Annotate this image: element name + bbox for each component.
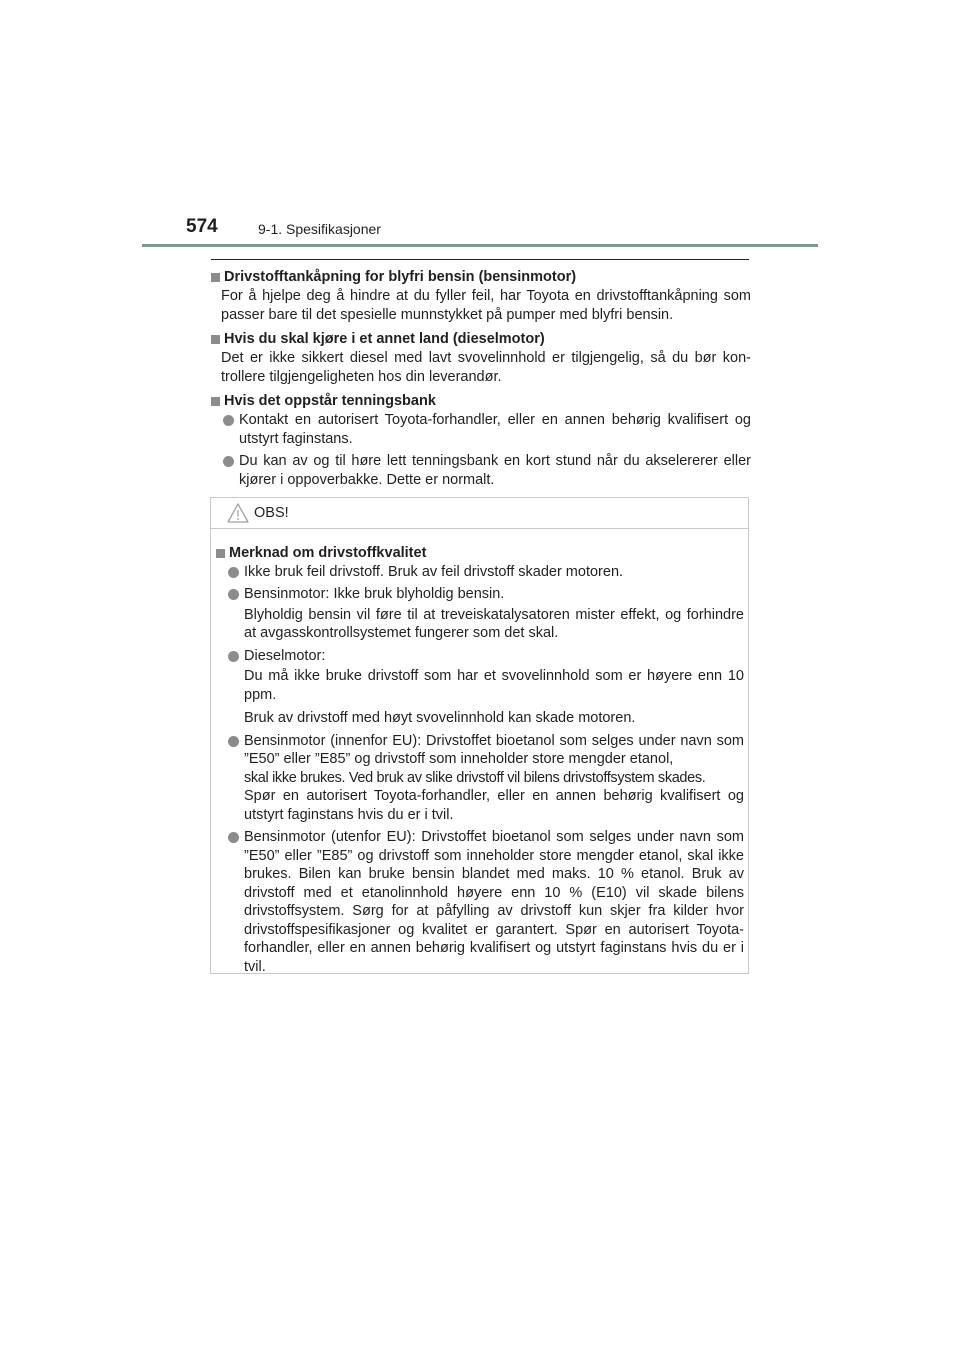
section-heading — [211, 268, 751, 287]
square-bullet-icon — [216, 549, 225, 558]
chapter-title: 9-1. Spesifikasjoner — [258, 221, 381, 237]
list-item — [216, 732, 744, 825]
round-bullet-icon — [223, 456, 234, 467]
list-item-text: Blyholdig bensin vil føre til at treveiskatalysatoren mister effekt, og forhindre at avgasskontrollsystemet fungerer som det skal. — [244, 606, 744, 641]
list-item — [216, 647, 744, 728]
round-bullet-icon — [228, 589, 239, 600]
section-heading — [211, 330, 751, 349]
section-heading-text: Hvis du skal kjøre i et annet land (dieselmotor) — [224, 331, 545, 347]
caution-header — [211, 498, 748, 529]
warning-triangle-icon — [227, 503, 249, 523]
square-bullet-icon — [211, 273, 220, 282]
caution-heading-text: Merknad om drivstoffkvalitet — [229, 545, 427, 561]
list-item-text: Spør en autorisert Toyota-forhandler, eller en annen behørig kvalifisert og utstyrt faginstans hvis du er i tvil. — [244, 788, 744, 823]
list-item-text: Du kan av og til høre lett tenningsbank en kort stund når du akselererer eller kjører i oppoverbakke. Dette er normalt. — [239, 453, 751, 488]
section-divider — [211, 259, 749, 260]
round-bullet-icon — [223, 415, 234, 426]
list-item-text: Ikke bruk feil drivstoff. Bruk av feil drivstoff skader motoren. — [244, 563, 624, 580]
section-heading-text: Hvis det oppstår tenningsbank — [224, 393, 436, 409]
list-item-text: Bensinmotor (utenfor EU): Drivstoffet bioetanol som selges under navn som ”E50” eller ”E85” og drivstoff som inneholder store mengder etanol, skal ikke brukes. Bilen kan bruke bensin blandet med maks. 10 % etanol. Bruk av drivstoff med et etanolinnhold høyere enn 10 % (E10) vil skade bilens drivstoffsystem. Sørg for at påfylling av drivstoff kun skjer fra kilder hvor drivstoffspesifikasjoner og kvalitet er garantert. Spør en autorisert Toyota-forhandler, eller en annen behørig kvalifisert og utstyrt faginstans hvis du er i tvil. — [244, 829, 744, 975]
square-bullet-icon — [211, 335, 220, 344]
list-item-text: Du må ikke bruke drivstoff som har et svovelinnhold som er høyere enn 10 ppm. — [244, 668, 744, 703]
caution-title: OBS! — [254, 505, 289, 521]
list-item — [211, 452, 751, 490]
round-bullet-icon — [228, 567, 239, 578]
section-heading-text: Drivstofftankåpning for blyfri bensin (bensinmotor) — [224, 269, 577, 285]
header-divider — [142, 244, 818, 247]
list-item-text: skal ikke brukes. Ved bruk av slike drivstoff vil bilens drivstoffsystem skades. — [244, 769, 706, 786]
list-item — [216, 563, 744, 582]
list-item-text: Kontakt en autorisert Toyota-forhandler, eller en annen behørig kvalifisert og utstyrt faginstans. — [239, 412, 751, 447]
caution-content — [216, 542, 744, 980]
page-number: 574 — [186, 216, 218, 237]
section-body: Det er ikke sikkert diesel med lavt svovelinnhold er tilgjengelig, så du bør kon-trollere tilgjengeligheten hos din leverandør. — [221, 350, 751, 385]
list-item — [216, 828, 744, 976]
list-item — [211, 411, 751, 449]
caution-box — [210, 497, 749, 974]
section-heading — [211, 392, 751, 411]
list-item — [216, 585, 744, 643]
list-item-text: Bensinmotor: Ikke bruk blyholdig bensin. — [244, 586, 505, 602]
main-content — [211, 266, 751, 493]
caution-heading — [216, 544, 744, 563]
list-item-text: Bensinmotor (innenfor EU): Drivstoffet bioetanol som selges under navn som ”E50” eller ”E85” og drivstoff som inneholder store mengder etanol, — [244, 732, 744, 767]
section-body: For å hjelpe deg å hindre at du fyller feil, har Toyota en drivstofftankåpning som passer bare til det spesielle munnstykket på pumper med blyfri bensin. — [221, 288, 751, 323]
round-bullet-icon — [228, 651, 239, 662]
square-bullet-icon — [211, 397, 220, 406]
list-item-text: Bruk av drivstoff med høyt svovelinnhold kan skade motoren. — [244, 710, 636, 726]
round-bullet-icon — [228, 832, 239, 843]
list-item-text: Dieselmotor: — [244, 647, 326, 664]
round-bullet-icon — [228, 736, 239, 747]
